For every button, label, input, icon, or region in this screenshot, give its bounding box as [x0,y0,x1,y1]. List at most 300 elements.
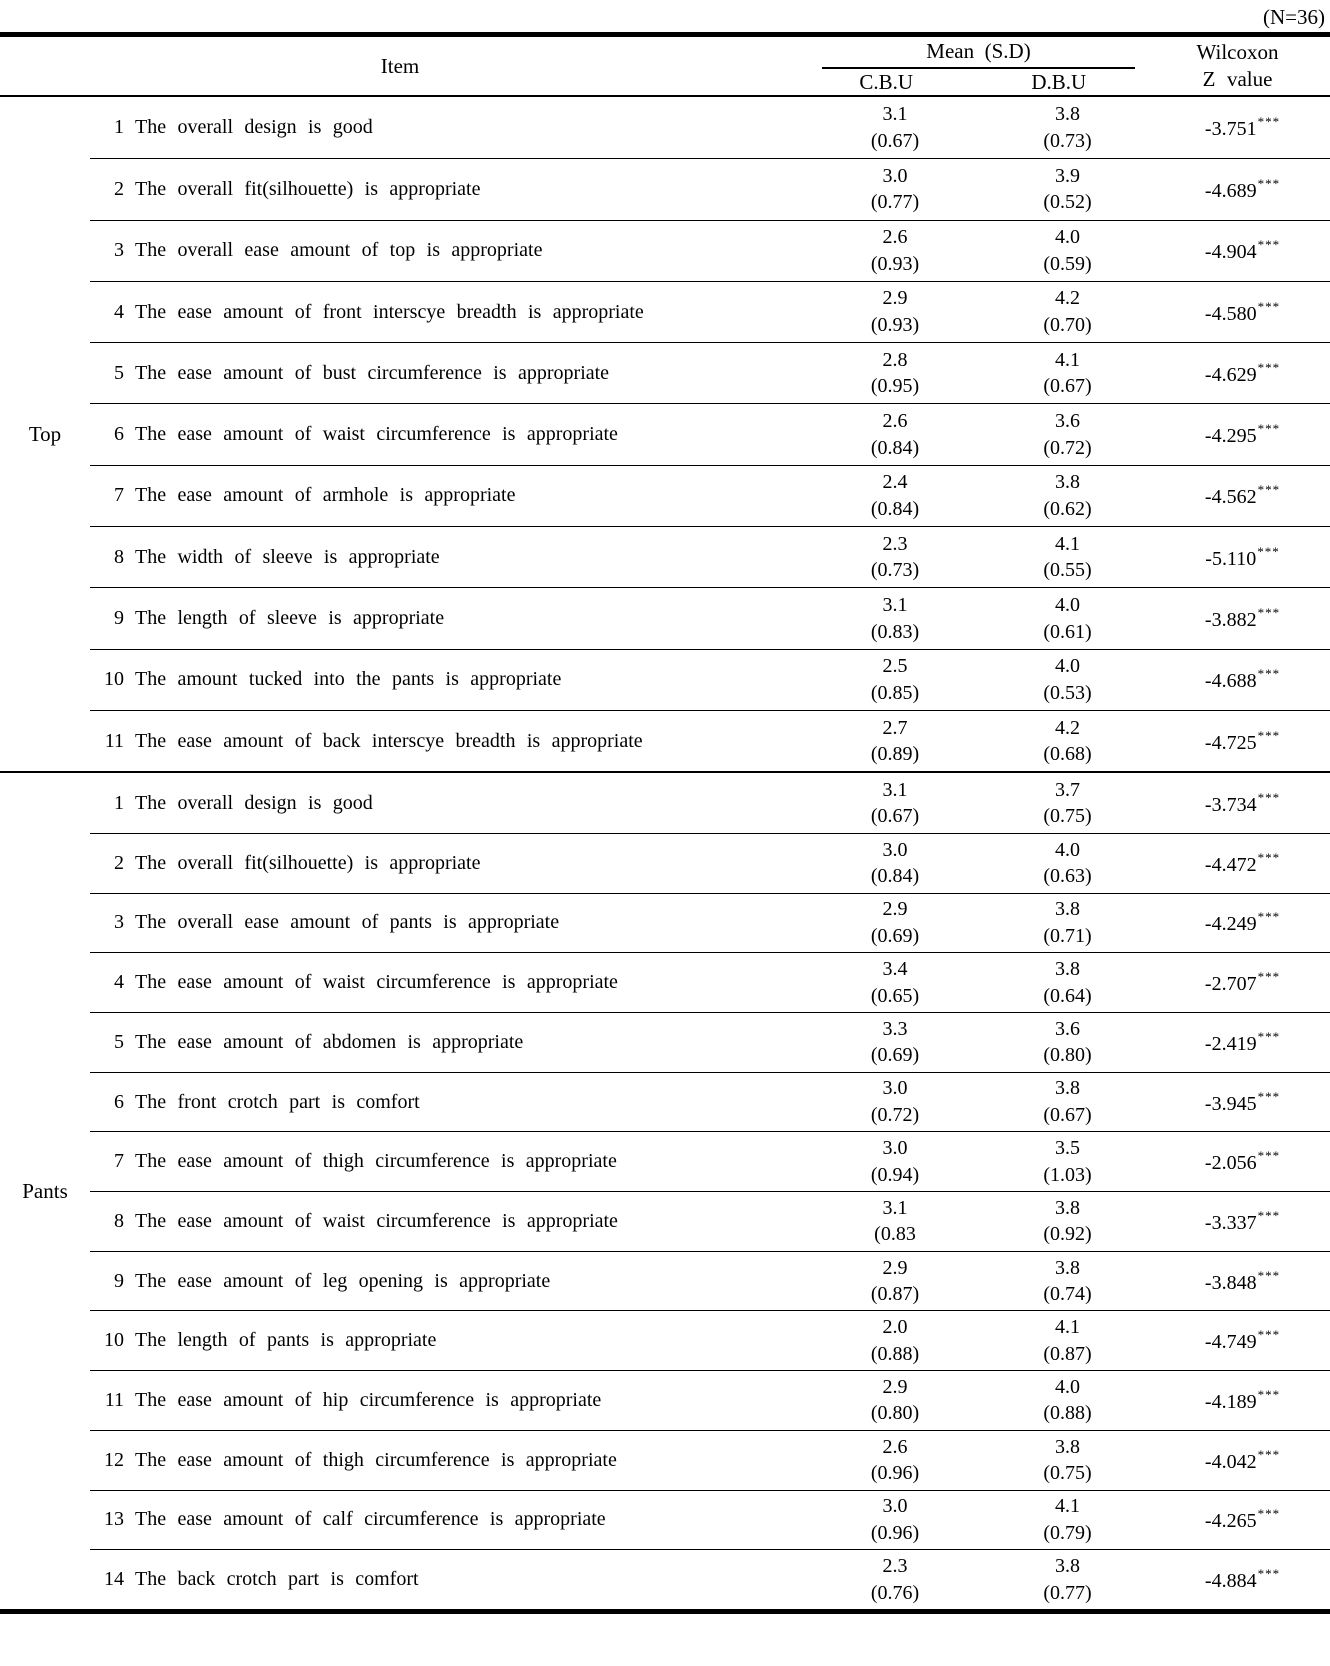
z-value: -3.882 [1204,609,1257,632]
dbu-mean-value: 4.0 [1055,655,1080,678]
cbu-sd-value: (0.89) [870,743,920,766]
item-number: 8 [114,1209,124,1232]
table-row [90,281,1330,342]
cbu-sd-value: (0.93) [870,314,920,337]
wilcoxon-z-cell [1155,1506,1330,1533]
dbu-mean-value: 3.8 [1055,1554,1080,1577]
dbu-mean-cell [980,101,1155,154]
cbu-mean-value: 3.0 [882,838,908,861]
dbu-sd-value: (0.62) [1043,497,1092,520]
cbu-mean-value: 2.9 [882,898,908,921]
dbu-mean-cell [980,285,1155,338]
cbu-sd-value: (0.69) [870,1044,920,1067]
cbu-sd-value: (0.69) [870,924,920,947]
significance-stars: *** [1257,849,1281,865]
cbu-mean-cell [810,285,980,338]
column-header-item: Item [380,53,420,78]
dbu-mean-value: 3.8 [1055,471,1080,494]
item-number: 9 [114,1269,124,1292]
cbu-mean-value: 2.9 [882,1256,908,1279]
cbu-mean-cell [810,653,980,706]
cbu-mean-value: 2.7 [882,716,908,739]
item-number: 5 [114,361,124,384]
dbu-mean-cell [980,715,1155,768]
table-body [0,97,1330,1609]
dbu-mean-cell [980,1195,1155,1248]
dbu-sd-value: (0.79) [1043,1521,1092,1544]
table-row [90,710,1330,771]
column-header-cbu: C.B.U [859,69,914,94]
dbu-sd-value: (0.55) [1043,559,1092,582]
dbu-mean-cell [980,1374,1155,1427]
cbu-mean-cell [810,531,980,584]
z-value: -4.725 [1204,731,1257,754]
dbu-mean-cell [980,347,1155,400]
cbu-mean-cell [810,163,980,216]
cbu-mean-cell [810,101,980,154]
table-row [90,649,1330,710]
cbu-mean-value: 2.0 [882,1316,908,1339]
dbu-mean-value: 3.8 [1055,103,1080,126]
dbu-mean-cell [980,163,1155,216]
item-number: 2 [114,851,124,874]
wilcoxon-z-cell [1155,1029,1330,1056]
item-text: The width of sleeve is appropriate [135,545,440,568]
significance-stars: *** [1257,1028,1281,1044]
wilcoxon-z-cell [1155,1268,1330,1295]
table-row [90,1012,1330,1072]
item-number: 10 [104,1329,124,1352]
dbu-sd-value: (0.88) [1043,1402,1092,1425]
z-value: -4.265 [1204,1510,1257,1533]
dbu-mean-value: 4.0 [1055,1375,1080,1398]
dbu-sd-value: (0.52) [1043,191,1092,214]
dbu-sd-value: (0.63) [1043,865,1092,888]
cbu-sd-value: (0.80) [870,1402,920,1425]
cbu-sd-value: (0.67) [870,129,920,152]
cbu-mean-value: 3.0 [882,164,908,187]
dbu-mean-cell [980,1314,1155,1367]
dbu-mean-value: 3.6 [1055,1017,1080,1040]
item-text: The ease amount of front interscye breadth is appropriate [135,300,644,323]
item-number: 13 [104,1508,124,1531]
item-text: The back crotch part is comfort [135,1568,419,1591]
dbu-mean-value: 3.7 [1055,778,1080,801]
z-value: -4.042 [1204,1450,1257,1473]
cbu-mean-cell [810,1553,980,1606]
significance-stars: *** [1257,1207,1281,1223]
wilcoxon-z-cell [1155,909,1330,936]
wilcoxon-z-cell [1155,1208,1330,1235]
cbu-mean-cell [810,1434,980,1487]
item-text: The overall design is good [135,116,373,139]
z-value: -4.472 [1204,853,1257,876]
wilcoxon-z-cell [1155,237,1330,264]
dbu-mean-value: 3.8 [1055,1256,1080,1279]
cbu-mean-cell [810,347,980,400]
wilcoxon-z-cell [1155,299,1330,326]
cbu-mean-value: 2.3 [882,532,908,555]
cbu-mean-value: 3.0 [882,1077,908,1100]
table-row [90,465,1330,526]
cbu-sd-value: (0.94) [870,1163,920,1186]
cbu-sd-value: (0.85) [870,681,920,704]
table-header [0,37,1330,97]
dbu-sd-value: (0.67) [1043,1104,1092,1127]
z-value: -3.848 [1204,1271,1257,1294]
z-value: -5.110 [1205,547,1257,570]
cbu-sd-value: (0.84) [870,436,920,459]
dbu-sd-value: (0.73) [1043,129,1092,152]
significance-stars: *** [1257,359,1281,375]
item-text: The overall ease amount of pants is appropriate [135,911,560,934]
table-row [90,158,1330,219]
z-value: -4.295 [1204,425,1257,448]
item-number: 11 [104,1388,124,1411]
cbu-mean-cell [810,1135,980,1188]
dbu-mean-value: 4.0 [1055,226,1080,249]
cbu-mean-value: 2.9 [882,287,908,310]
item-number: 3 [114,239,124,262]
dbu-mean-cell [980,1255,1155,1308]
significance-stars: *** [1257,1267,1281,1283]
dbu-mean-cell [980,469,1155,522]
z-value: -4.562 [1204,486,1257,509]
wilcoxon-z-cell [1155,1089,1330,1116]
item-text: The overall ease amount of top is appropriate [135,239,543,262]
significance-stars: *** [1257,969,1281,985]
cbu-mean-value: 3.0 [882,1137,908,1160]
wilcoxon-z-cell [1155,850,1330,877]
wilcoxon-z-cell [1155,1566,1330,1593]
z-value: -4.884 [1204,1570,1257,1593]
dbu-mean-value: 3.6 [1055,410,1080,433]
table-row [90,342,1330,403]
table-row [90,1072,1330,1132]
table-row [90,1490,1330,1550]
item-text: The ease amount of armhole is appropriate [135,484,516,507]
cbu-mean-cell [810,715,980,768]
column-header-wilcoxon [1145,37,1330,95]
wilcoxon-label-line1: Wilcoxon [1196,39,1279,64]
cbu-mean-cell [810,777,980,830]
cbu-mean-value: 2.8 [882,348,908,371]
dbu-sd-value: (0.74) [1043,1283,1092,1306]
cbu-mean-cell [810,1255,980,1308]
item-text: The ease amount of waist circumference is appropriate [135,423,618,446]
cbu-mean-cell [810,956,980,1009]
significance-stars: *** [1257,298,1281,314]
significance-stars: *** [1257,1148,1281,1164]
item-text: The ease amount of thigh circumference is appropriate [135,1150,617,1173]
dbu-sd-value: (0.75) [1043,1462,1092,1485]
dbu-mean-value: 3.8 [1055,898,1080,921]
dbu-mean-value: 4.1 [1055,1316,1080,1339]
cbu-mean-value: 3.4 [882,958,908,981]
dbu-mean-value: 3.8 [1055,958,1080,981]
significance-stars: *** [1257,1327,1281,1343]
item-text: The ease amount of calf circumference is appropriate [135,1508,606,1531]
item-number: 4 [114,300,124,323]
dbu-sd-value: (0.80) [1043,1044,1092,1067]
table-row [90,1370,1330,1430]
table-row [90,1191,1330,1251]
wilcoxon-z-cell [1155,176,1330,203]
cbu-sd-value: (0.83 [874,1223,916,1246]
significance-stars: *** [1257,727,1281,743]
table-row [90,1430,1330,1490]
item-number: 7 [114,1150,124,1173]
cbu-mean-value: 3.1 [882,593,908,616]
dbu-sd-value: (0.72) [1043,436,1092,459]
table-row [90,773,1330,833]
item-number: 7 [114,484,124,507]
item-text: The overall fit(silhouette) is appropriate [135,851,481,874]
cbu-mean-cell [810,1195,980,1248]
wilcoxon-z-cell [1155,728,1330,755]
item-number: 8 [114,545,124,568]
z-value: -2.707 [1204,973,1257,996]
dbu-sd-value: (0.53) [1043,681,1092,704]
dbu-sd-value: (0.64) [1043,984,1092,1007]
dbu-mean-cell [980,408,1155,461]
dbu-sd-value: (0.61) [1043,620,1092,643]
dbu-mean-cell [980,837,1155,890]
dbu-mean-value: 3.9 [1055,164,1080,187]
dbu-sd-value: (0.68) [1043,743,1092,766]
wilcoxon-z-cell [1155,1148,1330,1175]
table-row [90,403,1330,464]
cbu-mean-cell [810,592,980,645]
section-label: Pants [22,1178,68,1203]
section-rows [90,773,1330,1609]
cbu-mean-cell [810,224,980,277]
significance-stars: *** [1257,789,1281,805]
dbu-mean-value: 4.2 [1055,716,1080,739]
column-header-mean-sd: Mean (S.D) [822,39,1135,69]
z-value: -4.580 [1204,302,1257,325]
section-rows [90,97,1330,771]
significance-stars: *** [1257,1566,1281,1582]
column-header-dbu: D.B.U [1031,69,1087,94]
statistics-table [0,32,1330,1614]
dbu-mean-value: 3.5 [1055,1137,1080,1160]
cbu-mean-cell [810,1016,980,1069]
wilcoxon-z-cell [1155,1327,1330,1354]
significance-stars: *** [1257,482,1281,498]
significance-stars: *** [1257,1386,1281,1402]
significance-stars: *** [1257,1088,1281,1104]
cbu-mean-value: 3.0 [882,1495,908,1518]
item-text: The length of pants is appropriate [135,1329,437,1352]
dbu-mean-value: 4.0 [1055,593,1080,616]
dbu-mean-value: 4.1 [1055,532,1080,555]
dbu-mean-cell [980,1493,1155,1546]
cbu-sd-value: (0.73) [870,559,920,582]
cbu-mean-value: 2.3 [882,1554,908,1577]
cbu-mean-value: 3.1 [882,778,908,801]
dbu-mean-cell [980,1434,1155,1487]
column-group-mean-sd [800,37,1145,95]
cbu-mean-cell [810,408,980,461]
wilcoxon-z-cell [1155,544,1330,571]
wilcoxon-z-cell [1155,114,1330,141]
table-row [90,952,1330,1012]
dbu-sd-value: (1.03) [1043,1163,1092,1186]
dbu-sd-value: (0.70) [1043,314,1092,337]
significance-stars: *** [1257,175,1281,191]
cbu-mean-cell [810,1493,980,1546]
dbu-sd-value: (0.71) [1043,924,1092,947]
cbu-mean-value: 3.3 [882,1017,908,1040]
item-number: 1 [114,116,124,139]
item-text: The ease amount of hip circumference is appropriate [135,1388,602,1411]
dbu-mean-cell [980,653,1155,706]
dbu-mean-value: 4.2 [1055,287,1080,310]
cbu-sd-value: (0.65) [870,984,920,1007]
wilcoxon-label-line2: Z value [1202,67,1273,91]
z-value: -2.419 [1204,1032,1257,1055]
z-value: -3.751 [1204,118,1257,141]
significance-stars: *** [1257,1446,1281,1462]
item-text: The ease amount of leg opening is appropriate [135,1269,551,1292]
item-text: The ease amount of back interscye breadth is appropriate [135,729,643,752]
cbu-sd-value: (0.76) [870,1581,920,1604]
item-text: The overall fit(silhouette) is appropriate [135,177,481,200]
dbu-sd-value: (0.67) [1043,375,1092,398]
dbu-mean-cell [980,592,1155,645]
item-number: 12 [104,1448,124,1471]
significance-stars: *** [1257,605,1281,621]
item-text: The ease amount of waist circumference is appropriate [135,1209,618,1232]
item-text: The ease amount of waist circumference is appropriate [135,971,618,994]
z-value: -3.734 [1204,793,1257,816]
dbu-mean-value: 3.8 [1055,1196,1080,1219]
dbu-mean-value: 4.1 [1055,348,1080,371]
z-value: -3.945 [1204,1092,1257,1115]
dbu-mean-cell [980,224,1155,277]
dbu-mean-value: 3.8 [1055,1435,1080,1458]
wilcoxon-z-cell [1155,790,1330,817]
cbu-mean-cell [810,896,980,949]
cbu-sd-value: (0.84) [870,497,920,520]
section-label: Top [28,421,62,446]
table-row [90,526,1330,587]
dbu-sd-value: (0.59) [1043,252,1092,275]
table-row [90,1310,1330,1370]
table-section [0,97,1330,771]
cbu-sd-value: (0.72) [870,1104,920,1127]
dbu-mean-cell [980,896,1155,949]
item-text: The overall design is good [135,791,373,814]
significance-stars: *** [1257,666,1281,682]
item-text: The length of sleeve is appropriate [135,607,445,630]
wilcoxon-z-cell [1155,969,1330,996]
dbu-mean-cell [980,777,1155,830]
z-value: -4.749 [1204,1331,1257,1354]
wilcoxon-z-cell [1155,482,1330,509]
wilcoxon-z-cell [1155,421,1330,448]
dbu-mean-value: 3.8 [1055,1077,1080,1100]
dbu-mean-cell [980,956,1155,1009]
dbu-sd-value: (0.87) [1043,1342,1092,1365]
dbu-sd-value: (0.92) [1043,1223,1092,1246]
item-number: 9 [114,607,124,630]
cbu-sd-value: (0.84) [870,865,920,888]
dbu-mean-cell [980,1016,1155,1069]
dbu-mean-cell [980,531,1155,584]
item-text: The ease amount of abdomen is appropriate [135,1030,524,1053]
item-number: 6 [114,423,124,446]
item-number: 3 [114,911,124,934]
cbu-sd-value: (0.88) [870,1342,920,1365]
cbu-mean-value: 2.4 [882,471,908,494]
z-value: -3.337 [1204,1211,1257,1234]
dbu-mean-value: 4.0 [1055,838,1080,861]
cbu-mean-cell [810,1075,980,1128]
item-number: 5 [114,1030,124,1053]
dbu-sd-value: (0.75) [1043,805,1092,828]
dbu-mean-cell [980,1135,1155,1188]
item-number: 2 [114,177,124,200]
table-row [90,220,1330,281]
table-row [90,833,1330,893]
wilcoxon-z-cell [1155,1387,1330,1414]
table-row [90,1549,1330,1609]
dbu-mean-cell [980,1553,1155,1606]
z-value: -4.249 [1204,913,1257,936]
significance-stars: *** [1257,543,1280,559]
mean-subcolumns [800,70,1145,95]
significance-stars: *** [1257,114,1281,130]
wilcoxon-z-cell [1155,360,1330,387]
cbu-mean-value: 2.5 [882,655,908,678]
cbu-sd-value: (0.77) [870,191,920,214]
table-row [90,587,1330,648]
table-row [90,97,1330,158]
cbu-mean-value: 2.6 [882,1435,908,1458]
cbu-mean-cell [810,1314,980,1367]
cbu-sd-value: (0.95) [870,375,920,398]
cbu-sd-value: (0.96) [870,1462,920,1485]
item-number: 4 [114,971,124,994]
significance-stars: *** [1257,421,1281,437]
wilcoxon-z-cell [1155,1447,1330,1474]
wilcoxon-z-cell [1155,605,1330,632]
item-number: 10 [104,668,124,691]
dbu-mean-value: 4.1 [1055,1495,1080,1518]
cbu-mean-value: 3.1 [882,103,908,126]
item-number: 11 [104,729,124,752]
cbu-sd-value: (0.83) [870,620,920,643]
dbu-sd-value: (0.77) [1043,1581,1092,1604]
cbu-sd-value: (0.93) [870,252,920,275]
item-text: The front crotch part is comfort [135,1090,420,1113]
cbu-mean-cell [810,837,980,890]
dbu-mean-cell [980,1075,1155,1128]
table-row [90,893,1330,953]
item-text: The amount tucked into the pants is appropriate [135,668,562,691]
z-value: -4.904 [1204,241,1257,264]
cbu-mean-cell [810,1374,980,1427]
item-text: The ease amount of thigh circumference is appropriate [135,1448,617,1471]
significance-stars: *** [1257,909,1281,925]
cbu-sd-value: (0.96) [870,1521,920,1544]
significance-stars: *** [1257,1506,1281,1522]
item-number: 6 [114,1090,124,1113]
z-value: -2.056 [1204,1152,1257,1175]
significance-stars: *** [1257,237,1281,253]
